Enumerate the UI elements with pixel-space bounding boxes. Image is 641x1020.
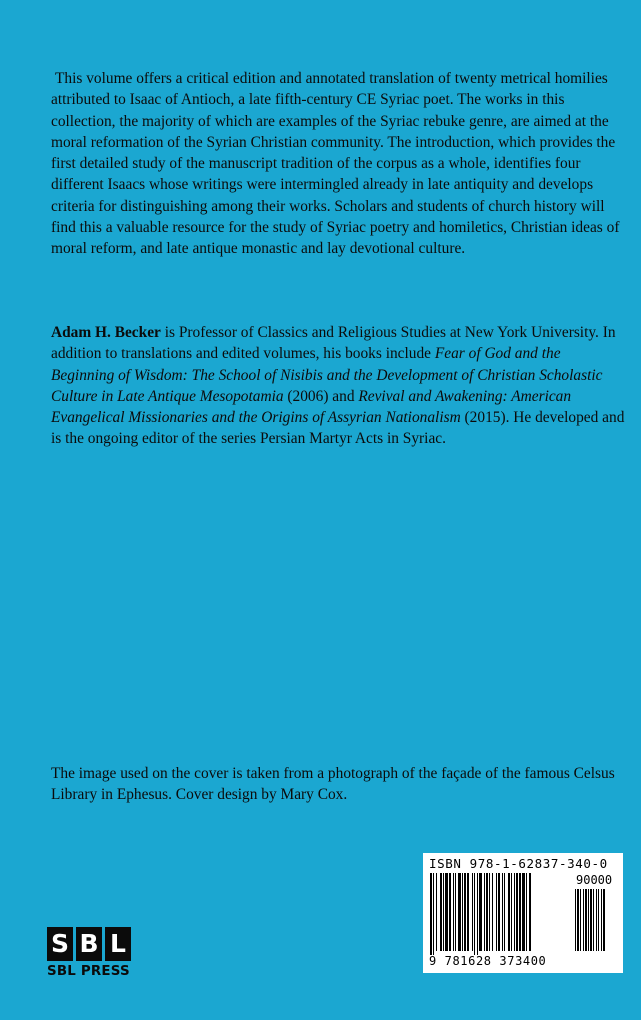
barcode-addon-bar [590,889,592,951]
barcode-bar [467,873,469,951]
isbn-label: ISBN 978-1-62837-340-0 [429,856,608,871]
author-name: Adam H. Becker [51,324,161,341]
barcode-bar [440,873,442,951]
barcode-addon-bar [601,889,602,951]
sbl-press-logo [47,927,133,987]
barcode-bar [522,873,525,951]
book-title-1: Fear of God and the Beginning of Wisdom: The School of Nisibis and the Development of Christian Scholastic Culture in Late Antique Mesopotamia [51,345,603,405]
bio-text-2: (2015). He developed and is the ongoing editor of the series Persian Martyr Acts in Syriac. [51,409,625,448]
cover-credit: The image used on the cover is taken from a photograph of the façade of the famous Celsus Library in Ephesus. Cover design by Mary Cox. [51,765,615,804]
barcode-bar [498,873,500,951]
barcode-bar [436,873,437,951]
barcode-bar [502,873,503,951]
barcode-bar [492,873,493,951]
barcode-addon-bar [593,889,594,951]
barcode-bar [453,873,454,951]
barcode-bar [455,873,456,951]
barcode-addon-bar [603,889,605,951]
logo-letter-l: L [105,927,131,961]
book-title-2: Revival and Awakening: American Evangelical Missionaries and the Origins of Assyrian Nationalism [51,387,572,427]
barcode-addon-bar [596,889,597,951]
price-code: 90000 [576,873,613,887]
barcode-addon-bar [588,889,589,951]
barcode-bar [443,873,444,951]
barcode-bar [458,873,461,951]
barcode-bar [479,873,482,951]
barcode-addon-bar [577,889,579,951]
ean-digits: 9 781628 373400 [429,954,547,968]
barcode-addon-bar [583,889,584,951]
barcode-bar [484,873,485,951]
barcode-bar [489,873,490,951]
barcode-bar [445,873,448,951]
barcode-bar [496,873,497,951]
isbn-barcode [423,853,623,973]
description-text: This volume offers a critical edition and annotated translation of twenty metrical homilies attributed to Isaac of Antioch, a late fifth-century CE Syriac poet. The works in this collection, the majority of which are examples of the Syriac rebuke genre, are aimed at the moral reformation of the Syrian Christian community. The introduction, which provides the first detailed study of the manuscript tradition of the corpus as a whole, identifies four different Isaacs whose writings were intermingled already in late antiquity and develops criteria for distinguishing among their works. Scholars and students of church history will find this a valuable resource for the study of Syriac poetry and homiletics, Christian ideas of moral reform, and late antique monastic and lay devotional culture. [51,70,620,258]
barcode-bar [462,873,463,951]
barcode-bar [430,873,432,955]
book-description [51,68,626,260]
barcode-addon-bar [598,889,599,951]
barcode-bar [504,873,505,951]
logo-caption: SBL PRESS [47,964,130,979]
barcode-bar [508,873,510,951]
logo-letter-b: B [76,927,102,961]
barcode-bar [474,873,475,955]
barcode-bar [526,873,527,951]
barcode-addon-bar [585,889,587,951]
barcode-bar [519,873,521,951]
bio-book-1-year: (2006) and [283,387,359,405]
logo-letter-s: S [47,927,73,961]
barcode-bar [464,873,466,951]
barcode-bar [486,873,488,951]
barcode-addon-bar [580,889,581,951]
barcode-bar [516,873,518,951]
barcode-addon-bar [575,889,576,951]
barcode-bar [529,873,531,951]
barcode-bar [514,873,515,951]
barcode-bar [449,873,451,951]
bio-text-1: is Professor of Classics and Religious Studies at New York University. In addition to translations and edited volumes, his books include [51,324,616,363]
barcode-bar [477,873,478,955]
author-bio [51,322,626,450]
barcode-bar [433,873,434,955]
barcode-bar [511,873,512,951]
barcode-bar [472,873,473,951]
